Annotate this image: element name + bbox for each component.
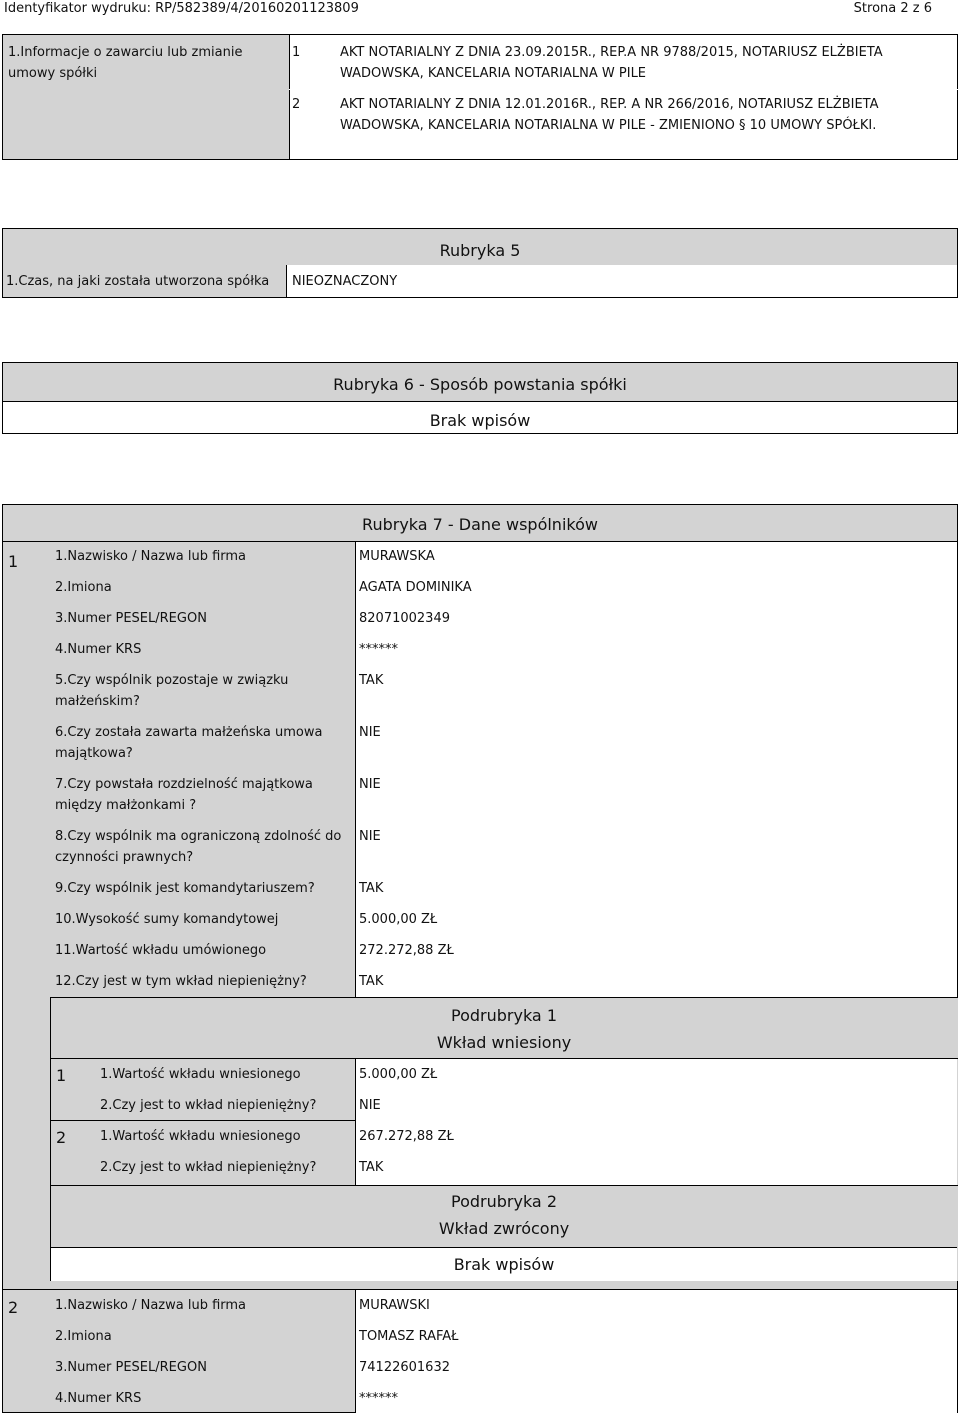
- field-value: NIE: [359, 725, 381, 740]
- field-label: 3.Numer PESEL/REGON: [55, 611, 207, 626]
- field-label: 3.Numer PESEL/REGON: [55, 1360, 207, 1375]
- field-value: TAK: [359, 1160, 384, 1175]
- podrubryka1-title: Podrubryka 1: [451, 1006, 557, 1025]
- podrubryka2-empty: Brak wpisów: [453, 1255, 555, 1274]
- informacje-label: 1.Informacje o zawarciu lub zmianie umowy spółki: [8, 45, 243, 81]
- partner-number: 2: [8, 1298, 19, 1317]
- field-label: 2.Czy jest to wkład niepieniężny?: [100, 1098, 317, 1113]
- field-value: AGATA DOMINIKA: [359, 580, 472, 595]
- field-label: 1.Wartość wkładu wniesionego: [100, 1129, 301, 1144]
- field-label: 1.Wartość wkładu wniesionego: [100, 1067, 301, 1082]
- field-label: 7.Czy powstała rozdzielność majątkowa między małżonkami ?: [55, 777, 313, 813]
- item-number: 1: [56, 1066, 67, 1085]
- field-label: 1.Nazwisko / Nazwa lub firma: [55, 1298, 247, 1313]
- field-label: 11.Wartość wkładu umówionego: [55, 943, 267, 958]
- field-value: NIE: [359, 1098, 381, 1113]
- podrubryka2-title: Podrubryka 2: [451, 1192, 557, 1211]
- field-value: ******: [359, 1391, 398, 1406]
- rubryka5-value: NIEOZNACZONY: [292, 274, 398, 289]
- field-value: NIE: [359, 829, 381, 844]
- field-value: 267.272,88 ZŁ: [359, 1129, 454, 1144]
- field-label: 8.Czy wspólnik ma ograniczoną zdolność do czynności prawnych?: [55, 829, 342, 865]
- rubryka5-title: Rubryka 5: [439, 241, 521, 260]
- rubryka7-title: Rubryka 7 - Dane wspólników: [362, 515, 598, 534]
- field-label: 9.Czy wspólnik jest komandytariuszem?: [55, 881, 315, 896]
- page-number: Strona 2 z 6: [853, 1, 932, 16]
- field-value: TAK: [359, 974, 384, 989]
- field-label: 2.Imiona: [55, 1329, 112, 1344]
- entry-text: AKT NOTARIALNY Z DNIA 12.01.2016R., REP. A NR 266/2016, NOTARIUSZ ELŻBIETA WADOWSKA, KANCELARIA NOTARIALNA W PILE - ZMIENIONO § 10 UMOWY SPÓŁKI.: [340, 97, 879, 133]
- field-value: 5.000,00 ZŁ: [359, 912, 438, 927]
- field-value: 82071002349: [359, 611, 450, 626]
- field-value: 5.000,00 ZŁ: [359, 1067, 438, 1082]
- field-value: TAK: [359, 673, 384, 688]
- rubryka6-title: Rubryka 6 - Sposób powstania spółki: [333, 375, 627, 394]
- entry-number: 1: [292, 45, 301, 60]
- field-label: 12.Czy jest w tym wkład niepieniężny?: [55, 974, 307, 989]
- podrubryka1-values: [355, 1059, 957, 1185]
- field-label: 2.Imiona: [55, 580, 112, 595]
- entry-number: 2: [292, 97, 301, 112]
- field-label: 4.Numer KRS: [55, 1391, 142, 1406]
- field-label: 5.Czy wspólnik pozostaje w związku małżeńskim?: [55, 673, 289, 709]
- field-value: NIE: [359, 777, 381, 792]
- print-identifier: Identyfikator wydruku: RP/582389/4/20160201123809: [4, 1, 359, 16]
- field-value: 74122601632: [359, 1360, 450, 1375]
- field-value: MURAWSKI: [359, 1298, 430, 1313]
- field-value: 272.272,88 ZŁ: [359, 943, 454, 958]
- field-label: 6.Czy została zawarta małżeńska umowa majątkowa?: [55, 725, 323, 761]
- rubryka6-empty: Brak wpisów: [429, 411, 531, 430]
- rubryka5-label: 1.Czas, na jaki została utworzona spółka: [6, 274, 270, 289]
- field-label: 4.Numer KRS: [55, 642, 142, 657]
- field-value: TAK: [359, 881, 384, 896]
- podrubryka1-subtitle: Wkład wniesiony: [436, 1033, 572, 1052]
- partner-number: 1: [8, 552, 19, 571]
- field-value: TOMASZ RAFAŁ: [359, 1329, 459, 1344]
- field-value: MURAWSKA: [359, 549, 435, 564]
- field-value: ******: [359, 642, 398, 657]
- podrubryka2-subtitle: Wkład zwrócony: [438, 1219, 570, 1238]
- field-label: 10.Wysokość sumy komandytowej: [55, 912, 279, 927]
- field-label: 2.Czy jest to wkład niepieniężny?: [100, 1160, 317, 1175]
- entry-text: AKT NOTARIALNY Z DNIA 23.09.2015R., REP.A NR 9788/2015, NOTARIUSZ ELŻBIETA WADOWSKA, KANCELARIA NOTARIALNA W PILE: [340, 45, 883, 81]
- item-number: 2: [56, 1128, 67, 1147]
- partner2-values: [355, 1290, 957, 1413]
- field-label: 1.Nazwisko / Nazwa lub firma: [55, 549, 247, 564]
